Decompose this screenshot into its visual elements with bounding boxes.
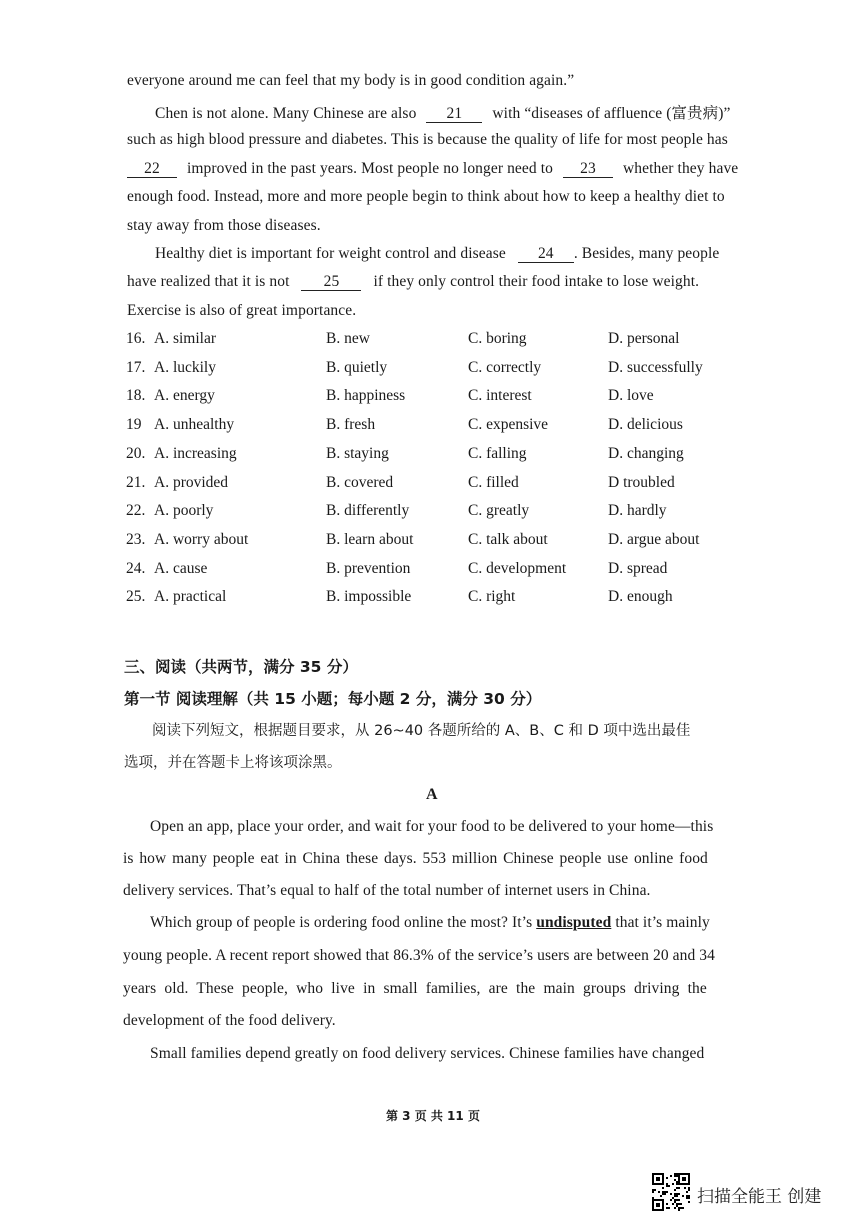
passage-line <box>127 160 738 178</box>
option-c: C. boring <box>468 330 527 347</box>
passage-text: Chen is not alone. Many Chinese are also <box>155 105 417 122</box>
option-a: A. worry about <box>154 530 249 548</box>
passage-text: whether they have <box>622 160 739 177</box>
option-d: D. successfully <box>608 358 703 376</box>
option-d: D. hardly <box>608 502 667 520</box>
question-number: 23. <box>126 530 146 548</box>
reading-text: Which group of people is ordering food online the most? It’s <box>150 914 533 931</box>
passage-line: stay away from those diseases. <box>127 217 321 234</box>
question-number: 16. <box>126 330 146 347</box>
option-a: A. luckily <box>154 358 216 376</box>
passage-text: Healthy diet is important for weight control and disease <box>155 245 506 262</box>
option-b: B. covered <box>326 473 394 491</box>
option-a: A. poorly <box>154 502 214 520</box>
option-b: B. new <box>326 330 370 347</box>
section-subheading: 第一节 阅读理解（共 15 小题；每小题 2 分，满分 30 分） <box>124 690 542 708</box>
blank-24: 24 <box>518 246 574 263</box>
blank-21: 21 <box>426 106 482 123</box>
section-heading: 三、阅读（共两节，满分 35 分） <box>124 658 358 676</box>
reading-line <box>150 914 710 932</box>
passage-line <box>127 273 699 291</box>
reading-line: Open an app, place your order, and wait for your food to be delivered to your home—this <box>150 818 714 835</box>
blank-23: 23 <box>563 161 613 178</box>
reading-text: that it’s mainly <box>615 914 710 931</box>
instruction-line: 阅读下列短文，根据题目要求，从 26~40 各题所给的 A、B、C 和 D 项中选出最佳 <box>152 723 691 739</box>
passage-letter: A <box>426 786 438 803</box>
option-b: B. prevention <box>326 559 411 577</box>
blank-22: 22 <box>127 161 177 178</box>
page-number: 第 3 页 共 11 页 <box>386 1109 480 1123</box>
scanner-watermark: 扫描全能王 创建 <box>697 1187 822 1207</box>
option-c: C. talk about <box>468 530 548 548</box>
option-d: D. enough <box>608 588 673 606</box>
blank-25: 25 <box>301 274 361 291</box>
option-b: B. differently <box>326 502 410 520</box>
option-a: A. increasing <box>154 444 237 462</box>
passage-line <box>155 101 731 123</box>
passage-text: with “diseases of affluence (富贵病)” <box>492 105 731 122</box>
option-b: B. happiness <box>326 387 406 405</box>
option-d: D. love <box>608 387 654 405</box>
option-b: B. quietly <box>326 358 388 376</box>
passage-text: . Besides, many people <box>573 245 720 262</box>
option-d: D. changing <box>608 444 684 462</box>
option-d: D. spread <box>608 559 668 577</box>
option-a: A. similar <box>154 330 216 347</box>
option-c: C. filled <box>468 473 519 491</box>
passage-text: if they only control their food intake to lose weight. <box>373 273 700 290</box>
option-c: C. interest <box>468 387 532 405</box>
passage-text: improved in the past years. Most people no longer need to <box>186 160 553 177</box>
option-c: C. expensive <box>468 416 549 434</box>
option-c: C. falling <box>468 444 527 462</box>
question-number: 25. <box>126 588 146 606</box>
question-number: 24. <box>126 559 146 577</box>
passage-line <box>155 245 719 263</box>
option-b: B. learn about <box>326 530 414 548</box>
passage-text: have realized that it is not <box>127 273 290 290</box>
instruction-line: 选项，并在答题卡上将该项涂黑。 <box>124 755 342 771</box>
reading-line: delivery services. That’s equal to half of the total number of internet users in China. <box>123 882 651 899</box>
reading-line: development of the food delivery. <box>123 1012 336 1029</box>
passage-line: everyone around me can feel that my body is in good condition again.” <box>127 72 575 89</box>
option-c: C. correctly <box>468 358 542 376</box>
option-d: D. personal <box>608 330 680 347</box>
underlined-word: undisputed <box>536 914 612 931</box>
reading-line: years old. These people, who live in small families, are the main groups driving the <box>123 980 707 997</box>
question-number: 18. <box>126 387 146 405</box>
option-c: C. right <box>468 588 516 606</box>
qr-code-icon <box>652 1173 690 1211</box>
option-a: A. energy <box>154 387 215 405</box>
question-number: 20. <box>126 444 146 462</box>
option-b: B. staying <box>326 444 389 462</box>
option-a: A. provided <box>154 473 229 491</box>
passage-line: enough food. Instead, more and more people begin to think about how to keep a healthy diet to <box>127 188 725 205</box>
option-a: A. cause <box>154 559 208 577</box>
option-b: B. impossible <box>326 588 412 606</box>
passage-line: such as high blood pressure and diabetes. This is because the quality of life for most people has <box>127 131 728 148</box>
question-number: 21. <box>126 473 146 491</box>
option-a: A. unhealthy <box>154 416 235 434</box>
option-c: C. greatly <box>468 502 530 520</box>
option-c: C. development <box>468 559 567 577</box>
option-a: A. practical <box>154 588 227 606</box>
option-d: D. argue about <box>608 530 700 548</box>
question-number: 22. <box>126 502 146 520</box>
reading-line: Small families depend greatly on food delivery services. Chinese families have changed <box>150 1045 705 1062</box>
question-number: 17. <box>126 358 146 376</box>
option-d: D. delicious <box>608 416 683 434</box>
question-number: 19 <box>126 416 142 434</box>
reading-line: is how many people eat in China these days. 553 million Chinese people use online food <box>123 850 708 867</box>
passage-line: Exercise is also of great importance. <box>127 302 357 319</box>
reading-line: young people. A recent report showed that 86.3% of the service’s users are between 20 and 34 <box>123 947 715 964</box>
option-d: D troubled <box>608 473 675 491</box>
option-b: B. fresh <box>326 416 376 434</box>
